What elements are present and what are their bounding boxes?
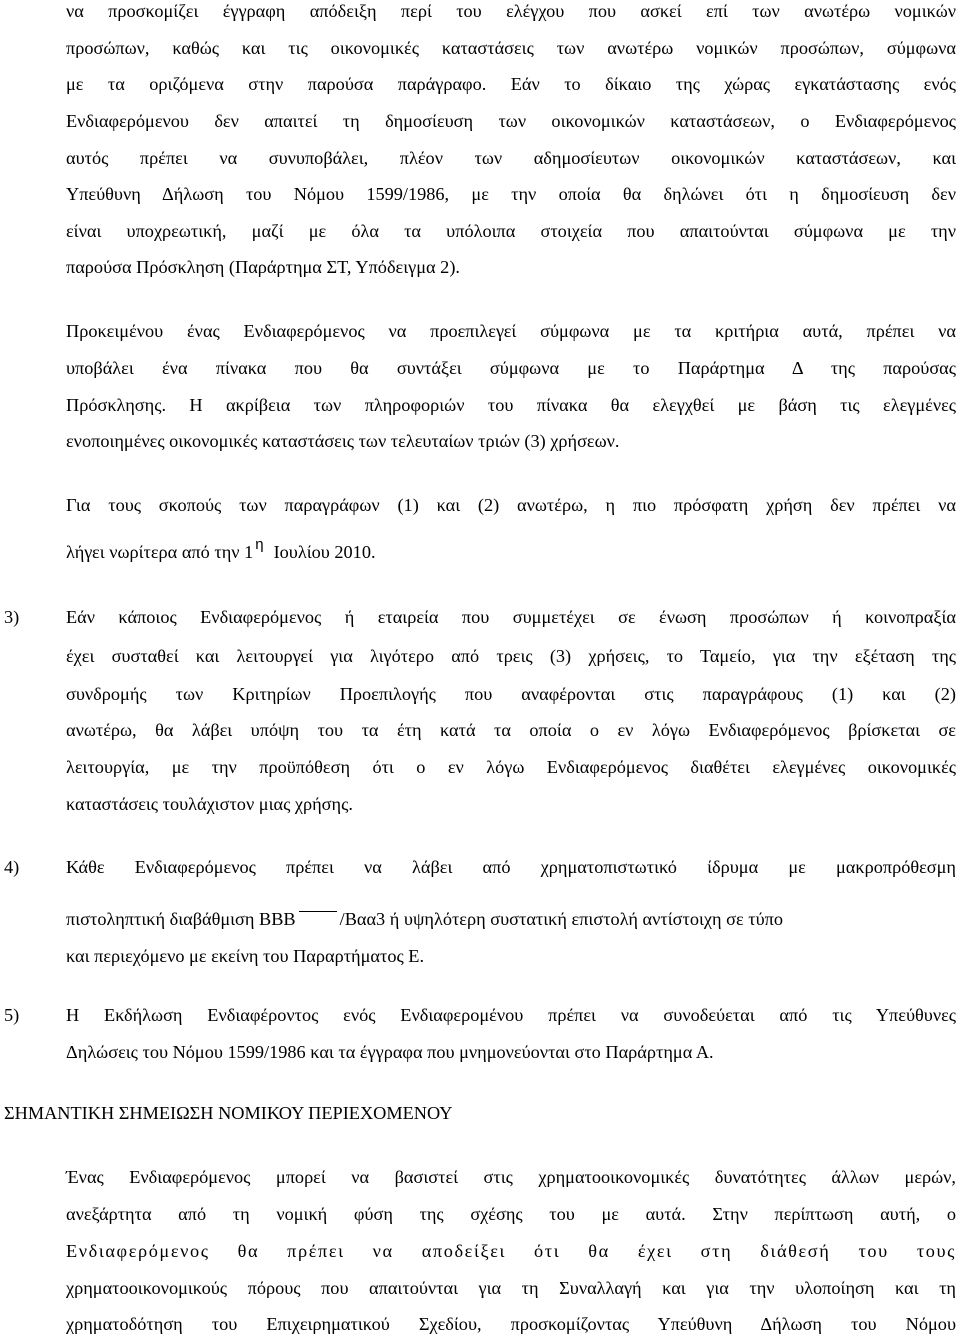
item3-line-4: ανωτέρω, θα λάβει υπόψη του τα έτη κατά τα οποία ο εν λόγω Ενδιαφερόμενος βρίσκεται σε (66, 720, 956, 740)
notice-line-1: Ένας Ενδιαφερόμενος μπορεί να βασιστεί στις χρηματοοικονομικές δυνατότητες άλλων μερών, (66, 1167, 956, 1187)
notice-heading: ΣΗΜΑΝΤΙΚΗ ΣΗΜΕΙΩΣΗ ΝΟΜΙΚΟΥ ΠΕΡΙΕΧΟΜΕΝΟΥ (4, 1103, 453, 1123)
item5-line-2: Δηλώσεις του Νόμου 1599/1986 και τα έγγραφα που μνημονεύονται στο Παράρτημα Α. (66, 1042, 714, 1062)
p3-line-2 (66, 536, 956, 565)
item4-line-2-rating: πιστοληπτική διαβάθμιση ΒΒΒ (66, 909, 296, 929)
item3-line-6: καταστάσεις τουλάχιστον μιας χρήσης. (66, 794, 353, 814)
p1-line-1: να προσκομίζει έγγραφη απόδειξη περί του ελέγχου που ασκεί επί των ανωτέρω νομικών (66, 1, 956, 21)
item4-line-3: και περιεχόμενο με εκείνη του Παραρτήματος Ε. (66, 946, 425, 966)
p1-line-4: Ενδιαφερόμενου δεν απαιτεί τη δημοσίευση των οικονομικών καταστάσεων, ο Ενδιαφερόμενος (66, 111, 956, 131)
p1-line-5: αυτός πρέπει να συνυποβάλει, πλέον των αδημοσίευτων οικονομικών καταστάσεων, και (66, 148, 956, 168)
p3-line-2-date: Ιουλίου 2010. (273, 542, 376, 562)
item3-line-3: συνδρομής των Κριτηρίων Προεπιλογής που αναφέρονται στις παραγράφους (1) και (2) (66, 684, 956, 704)
notice-line-5: χρηματοδότηση του Επιχειρηματικού Σχεδίου, προσκομίζοντας Υπεύθυνη Δήλωση του Νόμου (66, 1314, 956, 1334)
notice-line-3: Ενδιαφερόμενος θα πρέπει να αποδείξει ότι θα έχει στη διάθεσή του τους (66, 1241, 956, 1261)
item-3-number: 3) (4, 607, 20, 627)
item4-line-1: Κάθε Ενδιαφερόμενος πρέπει να λάβει από χρηματοπιστωτικό ίδρυμα με μακροπρόθεσμη (66, 857, 956, 877)
item3-line-2: έχει συσταθεί και λειτουργεί για λιγότερο από τρεις (3) χρήσεις, το Ταμείο, για την εξέταση της (66, 646, 956, 666)
p1-line-7: είναι υποχρεωτική, μαζί με όλα τα υπόλοιπα στοιχεία που απαιτούνται σύμφωνα με την (66, 221, 956, 241)
notice-line-4: χρηματοοικονομικούς πόρους που απαιτούνται για τη Συναλλαγή και για την υλοποίηση και τη (66, 1278, 956, 1298)
item3-line-1: Εάν κάποιος Ενδιαφερόμενος ή εταιρεία που συμμετέχει σε ένωση προσώπων ή κοινοπραξία (66, 607, 956, 627)
p3-line-1: Για τους σκοπούς των παραγράφων (1) και (2) ανωτέρω, η πιο πρόσφατη χρήση δεν πρέπει να (66, 495, 956, 515)
item5-line-1: Η Εκδήλωση Ενδιαφέροντος ενός Ενδιαφερομένου πρέπει να συνοδεύεται από τις Υπεύθυνες (66, 1005, 956, 1025)
item-4-number: 4) (4, 857, 20, 877)
p2-line-4: ενοποιημένες οικονομικές καταστάσεις των τελευταίων τριών (3) χρήσεων. (66, 431, 620, 451)
p1-line-2: προσώπων, καθώς και τις οικονομικές καταστάσεις των ανωτέρω νομικών προσώπων, σύμφωνα (66, 38, 956, 58)
p1-line-8: παρούσα Πρόσκληση (Παράρτημα ΣΤ, Υπόδειγμα 2). (66, 257, 460, 277)
p1-line-6: Υπεύθυνη Δήλωση του Νόμου 1599/1986, με την οποία θα δηλώνει ότι η δημοσίευση δεν (66, 184, 956, 204)
rating-overline (299, 911, 337, 912)
ordinal-superscript: η (255, 536, 264, 553)
p2-line-1: Προκειμένου ένας Ενδιαφερόμενος να προεπιλεγεί σύμφωνα με τα κριτήρια αυτά, πρέπει να (66, 321, 956, 341)
p2-line-2: υποβάλει ένα πίνακα που θα συντάξει σύμφωνα με το Παράρτημα Δ της παρούσας (66, 358, 956, 378)
item4-line-2-rest: /Βαα3 ή υψηλότερη συστατική επιστολή αντίστοιχη σε τύπο (339, 909, 784, 929)
p3-line-2-text: λήγει νωρίτερα από την 1 (66, 542, 254, 562)
p2-line-3: Πρόσκλησης. Η ακρίβεια των πληροφοριών του πίνακα θα ελεγχθεί με βάση τις ελεγμένες (66, 395, 956, 415)
p1-line-3: με τα οριζόμενα στην παρούσα παράγραφο. Εάν το δίκαιο της χώρας εγκατάστασης ενός (66, 74, 956, 94)
item4-line-2 (66, 908, 956, 930)
item-5-number: 5) (4, 1005, 20, 1025)
item3-line-5: λειτουργία, με την προϋπόθεση ότι ο εν λόγω Ενδιαφερόμενος διαθέτει ελεγμένες οικονομικές (66, 757, 956, 777)
notice-line-2: ανεξάρτητα από τη νομική φύση της σχέσης του με αυτά. Στην περίπτωση αυτή, ο (66, 1204, 956, 1224)
